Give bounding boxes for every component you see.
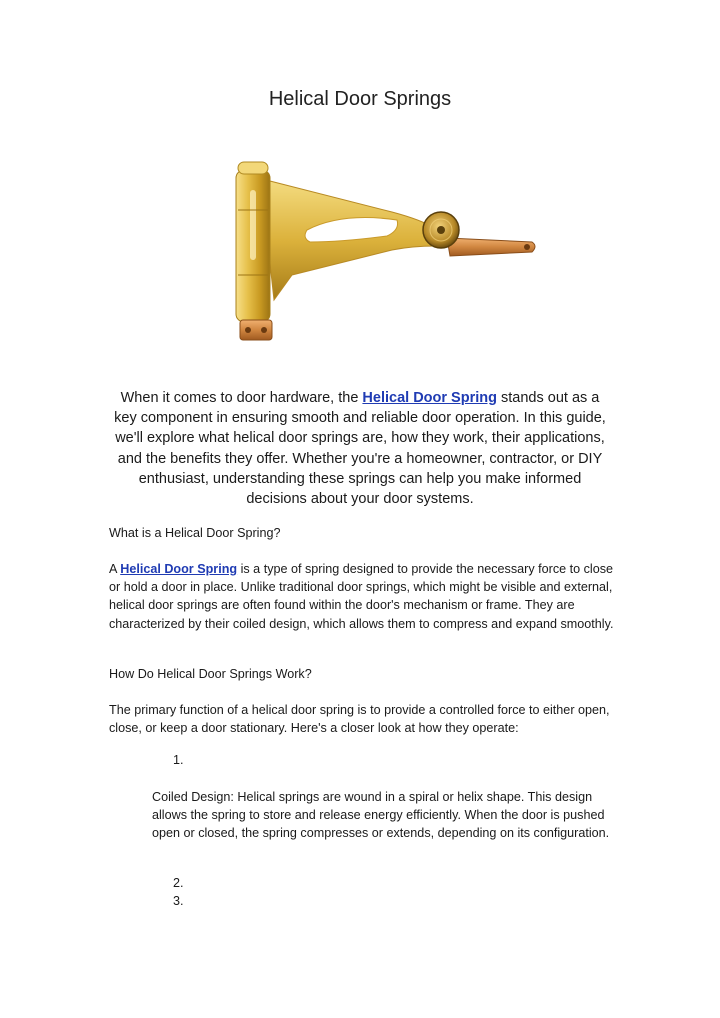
section-heading-what-is: What is a Helical Door Spring?: [109, 526, 281, 540]
list-number-3: 3.: [173, 894, 184, 908]
list-number-1: 1.: [173, 753, 184, 767]
door-spring-illustration: [222, 150, 542, 350]
helical-door-spring-link[interactable]: Helical Door Spring: [362, 390, 497, 406]
definition-text-start: A: [109, 562, 121, 576]
intro-paragraph: [112, 388, 608, 509]
function-paragraph: The primary function of a helical door spring is to provide a controlled force to either open, close, or keep a door stationary. Here's a closer look at how they operate:: [109, 703, 610, 736]
list-number-2: 2.: [173, 876, 184, 890]
section-heading-how-work: How Do Helical Door Springs Work?: [109, 667, 312, 681]
door-spring-image: [222, 150, 542, 350]
intro-text-start: When it comes to door hardware, the: [120, 390, 363, 406]
intro-text-end: stands out as a key component in ensuring smooth and reliable door operation. In this guide, we'll explore what helical door springs are, how they work, their applications, and the benefits they offer. Whether you're a homeowner, contractor, or DIY enthusiast, understanding these springs can help you make informed decisions about your door systems.: [114, 390, 606, 508]
list-item-coiled-design: Coiled Design: Helical springs are wound in a spiral or helix shape. This design allows the spring to store and release energy efficiently. When the door is pushed open or closed, the spring compresses or extends, depending on its configuration.: [152, 790, 610, 841]
helical-door-spring-link-2[interactable]: Helical Door Spring: [120, 562, 238, 576]
definition-text-end: is a type of spring designed to provide the necessary force to close or hold a door in place. Unlike traditional door springs, which might be visible and external, helical door springs are often found within the door's mechanism or frame. They are characterized by their coiled design, which allows them to compress and expand smoothly.: [109, 562, 614, 631]
definition-paragraph: [109, 560, 614, 633]
page-title: Helical Door Springs: [268, 88, 452, 110]
